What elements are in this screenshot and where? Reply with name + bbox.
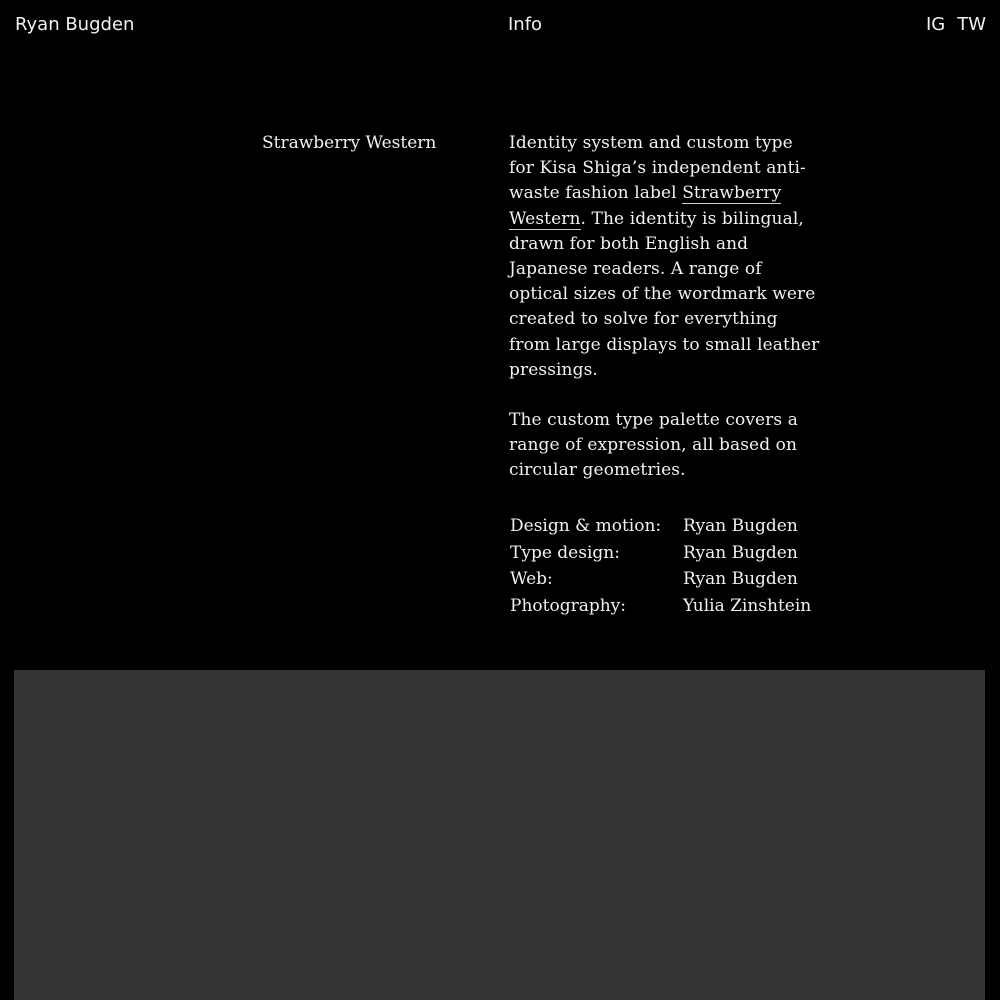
project-image-placeholder [14, 670, 985, 1000]
credit-name: Ryan Bugden [683, 569, 798, 590]
info-link[interactable]: Info [508, 14, 543, 35]
project-description [509, 131, 821, 509]
social-links [926, 13, 986, 37]
project-title: Strawberry Western [262, 133, 437, 153]
credit-name: Ryan Bugden [683, 516, 798, 536]
twitter-link[interactable]: TW [957, 14, 986, 35]
credit-row [510, 566, 811, 593]
strawberry-western-link[interactable]: Strawberry Western [509, 183, 782, 229]
credit-row [510, 540, 811, 567]
credit-row [510, 513, 811, 540]
credit-role: Type design: [510, 542, 620, 563]
credit-name: Yulia Zinshtein [683, 595, 812, 616]
credits-list [510, 513, 811, 619]
credit-row [510, 593, 811, 620]
credit-name: Ryan Bugden [683, 542, 798, 563]
credit-role: Photography: [510, 595, 626, 616]
site-brand-link[interactable]: Ryan Bugden [15, 14, 135, 35]
credit-role: Web: [510, 569, 553, 590]
description-paragraph-1 [509, 131, 821, 383]
instagram-link[interactable]: IG [925, 14, 946, 35]
credit-role: Design & motion: [510, 516, 662, 536]
description-paragraph-2: The custom type palette covers a range of expression, all based on circular geometries. [509, 410, 798, 481]
description-text: . The identity is bilingual, drawn for both English and Japanese readers. A range of optical sizes of the wordmark were created to solve for everything from large displays to small leather pressings. [509, 208, 820, 380]
description-text: Identity system and custom type for Kisa Shiga’s independent anti-waste fashion label [509, 133, 806, 204]
